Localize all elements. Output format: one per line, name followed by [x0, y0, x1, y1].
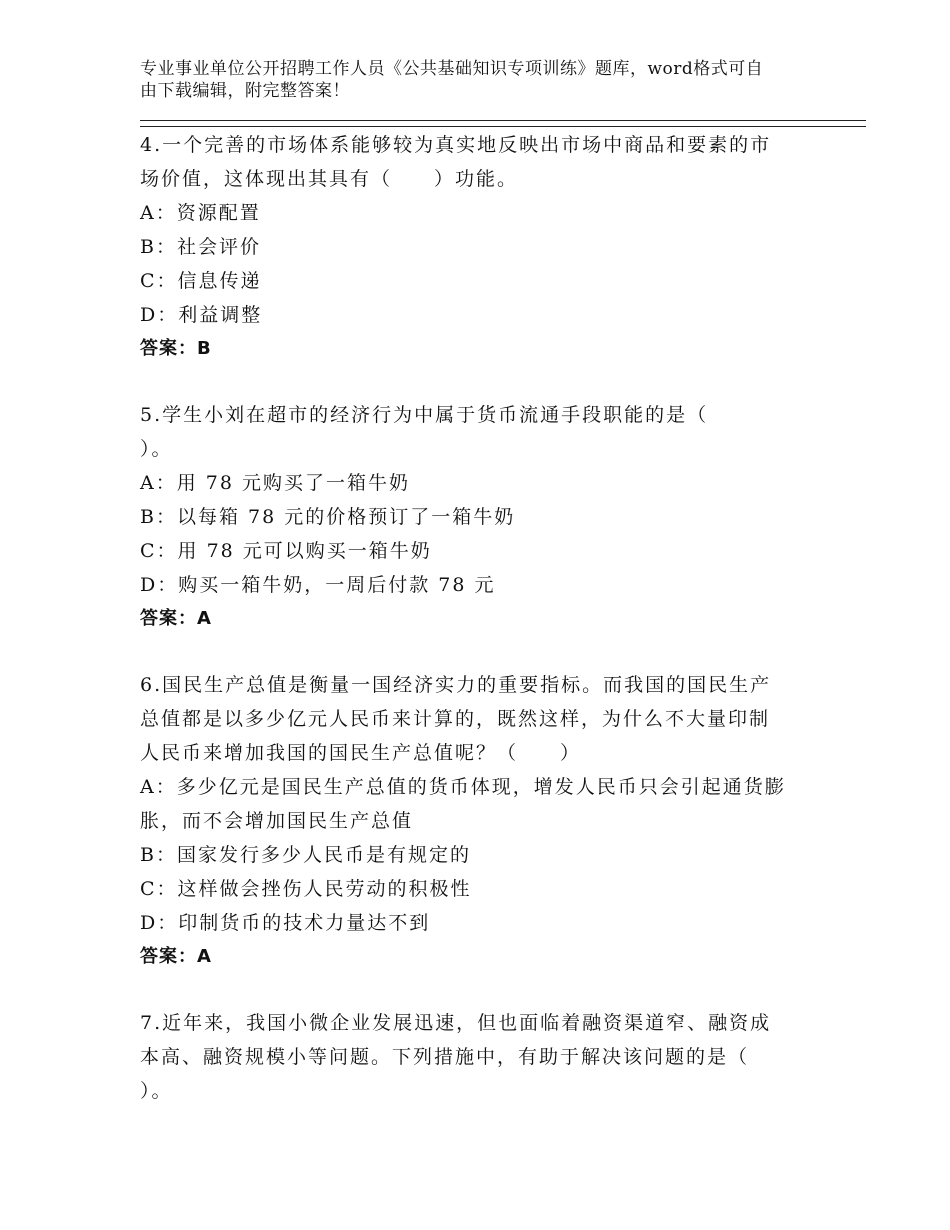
question-stem-line: 5.学生小刘在超市的经济行为中属于货币流通手段职能的是（ — [140, 404, 709, 426]
answer-label: 答案：A — [140, 608, 212, 629]
option-a: A：用 78 元购买了一箱牛奶 — [140, 472, 410, 494]
question-list — [140, 128, 820, 1140]
question-4 — [140, 128, 820, 366]
question-stem-line: 场价值，这体现出其具有（ ）功能。 — [140, 168, 519, 190]
option-c: C：信息传递 — [140, 270, 262, 292]
option-a: A：资源配置 — [140, 202, 261, 224]
question-stem-line: ）。 — [140, 438, 173, 460]
option-a-continued: 胀，而不会增加国民生产总值 — [140, 810, 414, 832]
option-d: D：利益调整 — [140, 304, 263, 326]
answer-label: 答案：A — [140, 946, 212, 967]
answer-label: 答案：B — [140, 338, 212, 359]
question-stem-line: 6.国民生产总值是衡量一国经济实力的重要指标。而我国的国民生产 — [140, 674, 772, 696]
question-stem-line: 人民币来增加我国的国民生产总值呢？（ ） — [140, 742, 582, 764]
header-double-rule — [140, 120, 866, 127]
option-a: A：多少亿元是国民生产总值的货币体现，增发人民币只会引起通货膨 — [140, 776, 786, 798]
question-stem-line: 7.近年来，我国小微企业发展迅速，但也面临着融资渠道窄、融资成 — [140, 1012, 772, 1034]
question-stem-line: 总值都是以多少亿元人民币来计算的，既然这样，为什么不大量印制 — [140, 708, 771, 730]
header-line-2: 由下载编辑，附完整答案！ — [140, 81, 350, 101]
option-b: B：国家发行多少人民币是有规定的 — [140, 844, 471, 866]
option-b: B：社会评价 — [140, 236, 261, 258]
question-stem-line: ）。 — [140, 1080, 173, 1102]
question-6 — [140, 668, 820, 974]
option-c: C：这样做会挫伤人民劳动的积极性 — [140, 878, 472, 900]
option-d: D：印制货币的技术力量达不到 — [140, 912, 431, 934]
option-c: C：用 78 元可以购买一箱牛奶 — [140, 540, 432, 562]
question-7 — [140, 1006, 820, 1108]
page-header — [140, 58, 820, 102]
option-d: D：购买一箱牛奶，一周后付款 78 元 — [140, 574, 496, 596]
question-stem-line: 本高、融资规模小等问题。下列措施中，有助于解决该问题的是（ — [140, 1046, 750, 1068]
question-stem-line: 4.一个完善的市场体系能够较为真实地反映出市场中商品和要素的市 — [140, 134, 772, 156]
option-b: B：以每箱 78 元的价格预订了一箱牛奶 — [140, 506, 516, 528]
question-5 — [140, 398, 820, 636]
header-line-1: 专业事业单位公开招聘工作人员《公共基础知识专项训练》题库，word格式可自 — [140, 59, 764, 79]
